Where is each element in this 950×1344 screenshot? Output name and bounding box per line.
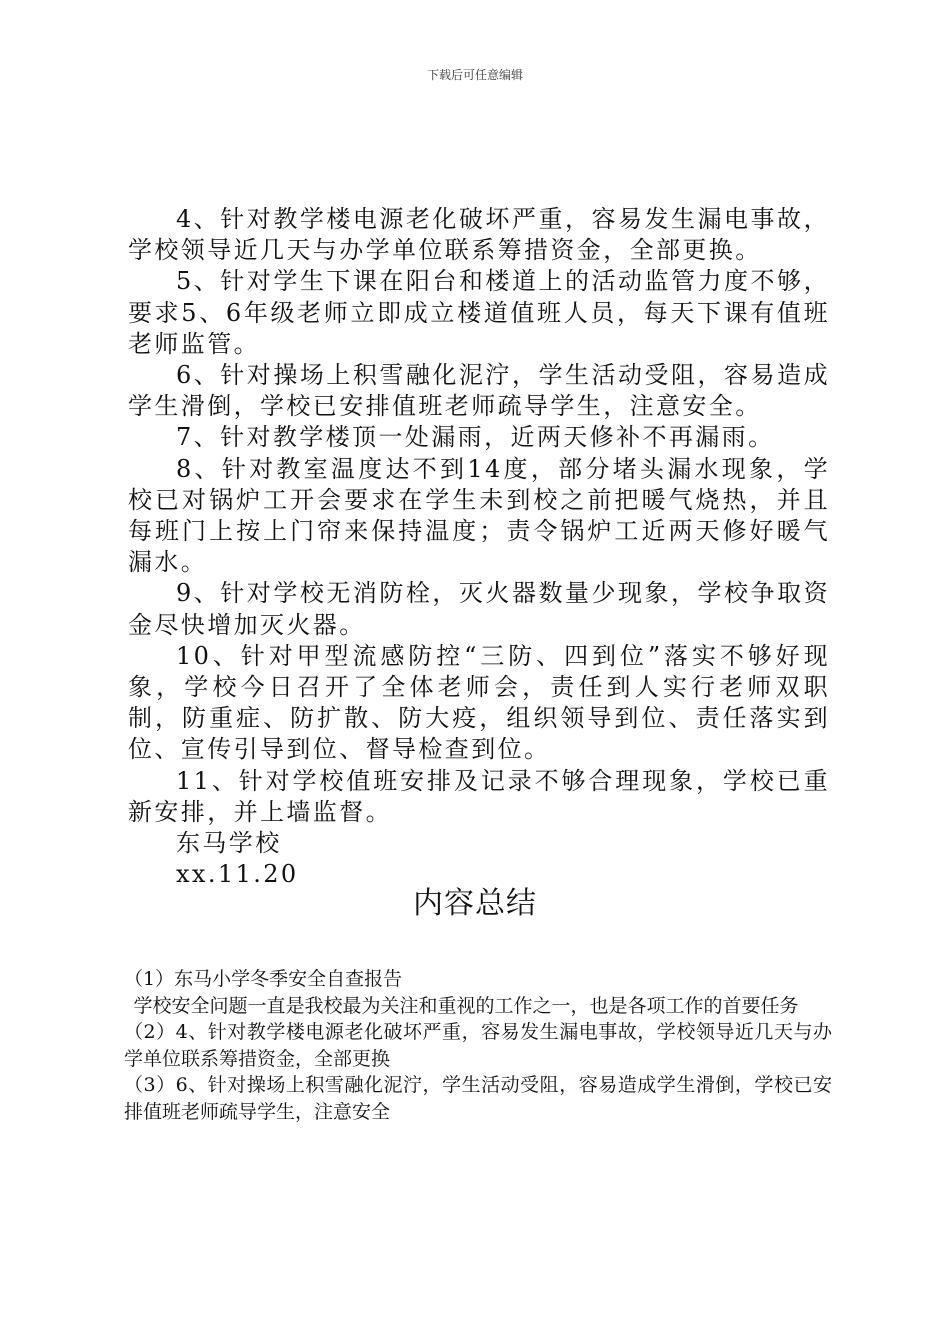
paragraph-item-10: 10、针对甲型流感防控“三防、四到位”落实不够好现象，学校今日召开了全体老师会，责任到人实行老师双职制，防重症、防扩散、防大疫，组织领导到位、责任落实到位、宣传引导到位、督导检查到位。 [128,641,830,764]
paragraph-item-8: 8、针对教室温度达不到14度，部分堵头漏水现象，学校已对锅炉工开会要求在学生未到校之前把暖气烧热，并且每班门上按上门帘来保持温度；责令锅炉工近两天修好暖气漏水。 [128,454,830,577]
paragraph-item-5: 5、针对学生下课在阳台和楼道上的活动监管力度不够，要求5、6年级老师立即成立楼道值班人员，每天下课有值班老师监管。 [128,267,830,358]
summary-title: 内容总结 [413,886,537,921]
paragraph-item-9: 9、针对学校无消防栓，灭火器数量少现象，学校争取资金尽快增加灭火器。 [128,579,830,639]
summary-item-1: （1）东马小学冬季安全自查报告 [124,968,403,990]
paragraph-item-11: 11、针对学校值班安排及记录不够合理现象，学校已重新安排，并上墙监督。 [128,766,830,826]
paragraph-item-6: 6、针对操场上积雪融化泥泞，学生活动受阻，容易造成学生滑倒，学校已安排值班老师疏导学生，注意安全。 [128,361,830,421]
summary-item-intro: 学校安全问题一直是我校最为关注和重视的工作之一，也是各项工作的首要任务 [133,994,799,1017]
report-date: xx.11.20 [176,860,299,889]
signature: 东马学校 [176,829,282,858]
summary-item-3: （3）6、针对操场上积雪融化泥泞，学生活动受阻，容易造成学生滑倒，学校已安排值班老师疏导学生，注意安全 [124,1074,832,1123]
paragraph-item-4: 4、针对教学楼电源老化破坏严重，容易发生漏电事故，学校领导近几天与办学单位联系筹措资金，全部更换。 [128,205,830,265]
report-body [128,204,830,890]
paragraph-item-7: 7、针对教学楼顶一处漏雨，近两天修补不再漏雨。 [176,423,775,452]
header-note: 下载后可任意编辑 [426,68,523,82]
summary-list [124,966,832,1125]
summary-item-2: （2）4、针对教学楼电源老化破坏严重，容易发生漏电事故，学校领导近几天与办学单位联系筹措资金，全部更换 [124,1021,832,1070]
